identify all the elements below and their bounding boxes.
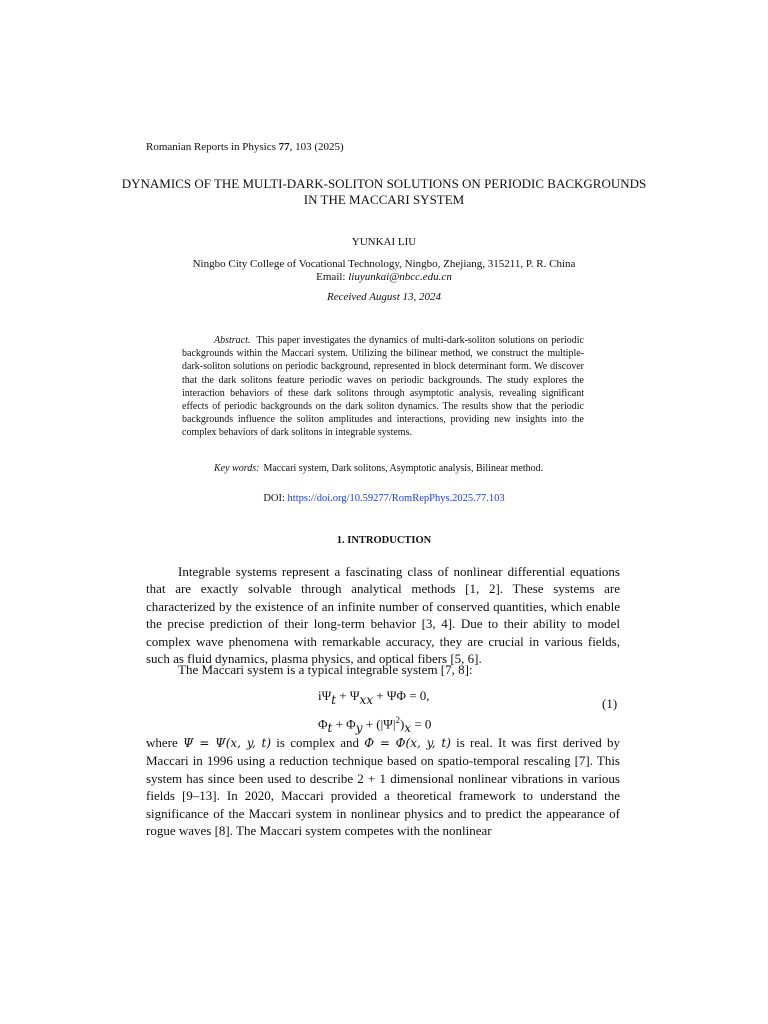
email-line: Email: liuyunkai@nbcc.edu.cn bbox=[316, 271, 452, 283]
equation-number: (1) bbox=[602, 696, 618, 711]
doi-link[interactable]: https://doi.org/10.59277/RomRepPhys.2025.77.103 bbox=[287, 493, 505, 504]
journal-header: Romanian Reports in Physics 77, 103 (2025) bbox=[146, 141, 344, 153]
affiliation-block bbox=[0, 258, 768, 284]
equation-line-2: $\Phi_t + \Phi_y + (|\Psi|^2)_x = 0$ bbox=[318, 714, 432, 735]
keywords bbox=[214, 462, 584, 475]
equation-1 bbox=[318, 686, 431, 739]
abstract-text: This paper investigates the dynamics of multi-dark-soliton solutions on periodic backgrounds within the Maccari system. Utilizing the bilinear method, we construct the multiple-dark-soliton solutions on periodic background, represented in block determinant form. We discover that the dark solitons feature periodic waves on periodic backgrounds. The study explores the interaction behaviors of these dark solitons through asymptotic analysis, revealing significant effects of periodic backgrounds on the dark soliton dynamics. The results show that the periodic backgrounds influence the soliton amplitudes and interactions, providing new insights into the complex behaviors of dark solitons in integrable systems. bbox=[182, 335, 584, 439]
abstract-lead: Abstract. bbox=[214, 335, 251, 346]
paper-title: DYNAMICS OF THE MULTI-DARK-SOLITON SOLUTIONS ON PERIODIC BACKGROUNDS IN THE MACCARI SYSTEM bbox=[121, 176, 647, 207]
keywords-text: Maccari system, Dark solitons, Asymptotic analysis, Bilinear method. bbox=[263, 463, 544, 474]
intro-paragraph-3: where Ψ = Ψ(x, y, t) is complex and Φ = Φ(x, y, t) is real. It was first derived by Maccari in 1996 using a reduction technique based on spatio-temporal rescaling [7]. This system has since been used to describe 2 + 1 dimensional nonlinear vibrations in various fields [9–13]. In 2020, Maccari provided a theoretical framework to understand the significance of the Maccari system in nonlinear physics and to predict the appearance of rogue waves [8]. The Maccari system competes with the nonlinear bbox=[146, 735, 620, 839]
journal-volume: 77 bbox=[278, 141, 290, 153]
abstract bbox=[182, 334, 584, 440]
intro-paragraph-2: The Maccari system is a typical integrable system [7, 8]: bbox=[178, 662, 473, 677]
equation-line-1: $i\Psi_t + \Psi_{xx} + \Psi\Phi = 0$, bbox=[318, 688, 430, 707]
doi-line: DOI: https://doi.org/10.59277/RomRepPhys.2025.77.103 bbox=[263, 493, 505, 504]
email-address[interactable]: liuyunkai@nbcc.edu.cn bbox=[348, 271, 452, 283]
section-heading-introduction: 1. INTRODUCTION bbox=[336, 535, 432, 546]
intro-paragraph-1: Integrable systems represent a fascinating class of nonlinear differential equations that are exactly solvable through analytical methods [1, 2]. These systems are characterized by the existence of an infinite number of conserved quantities, which enable the precise prediction of their long-term behavior [3, 4]. Due to their ability to model complex wave phenomena with remarkable accuracy, they are crucial in various fields, such as fluid dynamics, plasma physics, and optical fibers [5, 6]. bbox=[146, 564, 620, 667]
keywords-label: Key words: bbox=[214, 463, 260, 474]
affiliation: Ningbo City College of Vocational Technology, Ningbo, Zhejiang, 315211, P. R. China bbox=[192, 258, 576, 270]
author-name: YUNKAI LIU bbox=[351, 236, 417, 248]
received-date: Received August 13, 2024 bbox=[326, 291, 442, 303]
